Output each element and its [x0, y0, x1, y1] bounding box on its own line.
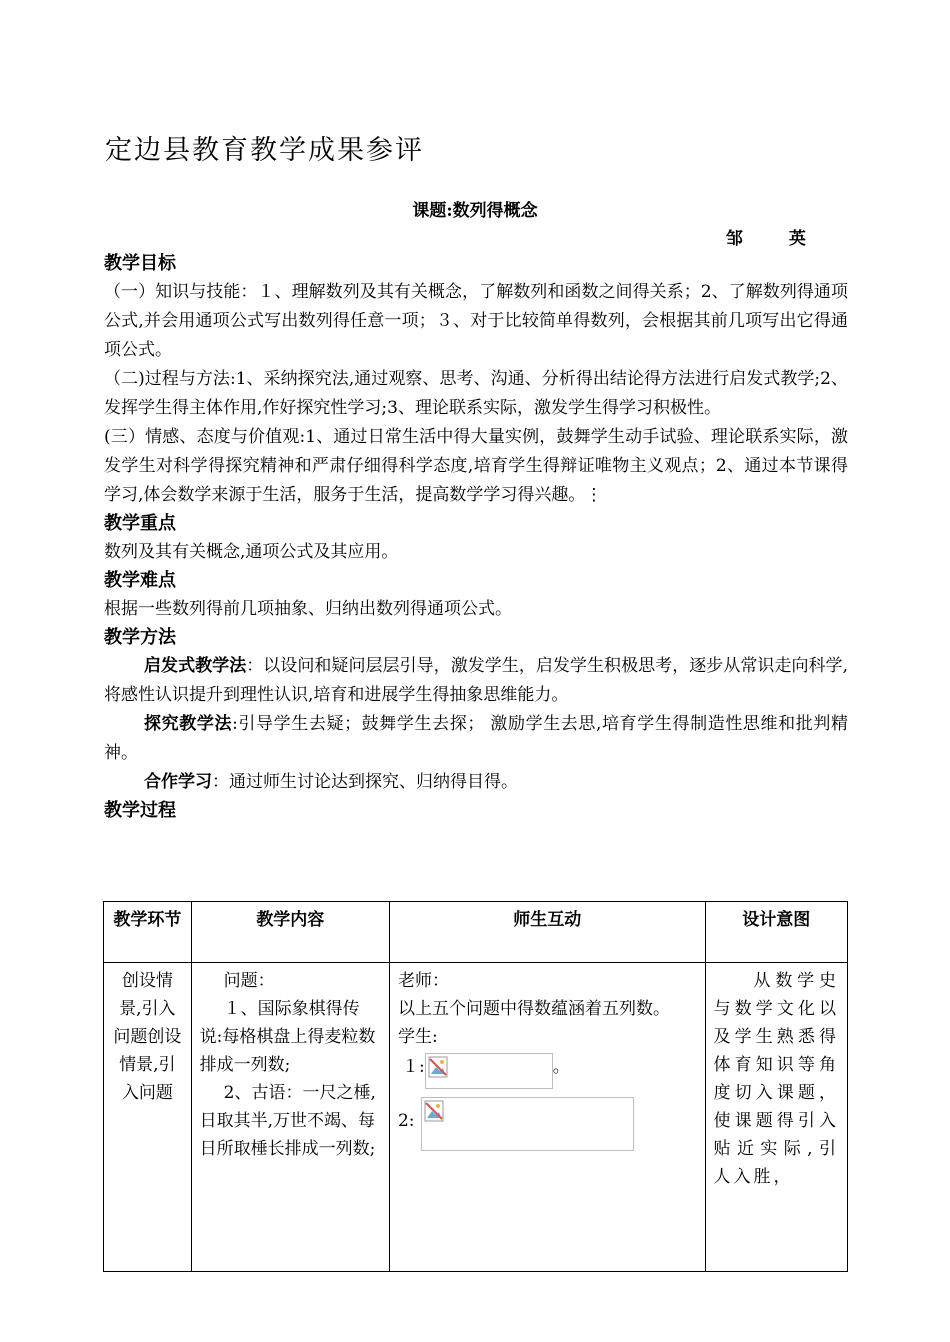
- student-label: 学生:: [397, 1027, 438, 1047]
- student-item-1-prefix: １:: [401, 1057, 425, 1077]
- intent-text: 从数学史与数学文化以及学生熟悉得体育知识等角度切入课题，使课题得引入贴近实际,引人入胜，: [713, 971, 839, 1187]
- document-title: 定边县教育教学成果参评: [105, 135, 424, 166]
- stage-cell: 创设情景,引入问题创设情景,引入问题: [104, 963, 192, 1272]
- header-content: 教学内容: [191, 902, 389, 963]
- student-item-2-prefix: 2:: [397, 1111, 415, 1131]
- method-inquiry-text: :引导学生去疑；鼓舞学生去探； 激励学生去思,培育学生得制造性思维和批判精神。: [104, 714, 848, 763]
- teaching-process-table: [103, 901, 848, 1272]
- key-points-text: 数列及其有关概念,通项公式及其应用。: [104, 542, 399, 562]
- method-heuristic-label: 启发式教学法: [144, 656, 247, 676]
- teacher-text: 以上五个问题中得数蕴涵着五列数。: [397, 999, 670, 1019]
- broken-image-placeholder: [421, 1097, 634, 1151]
- content-item-1: １、国际象棋得传说:每格棋盘上得麦粒数排成一列数;: [199, 999, 376, 1075]
- difficulties-text: 根据一些数列得前几项抽象、归纳出数列得通项公式。: [104, 599, 512, 619]
- broken-image-placeholder: [425, 1053, 553, 1089]
- student-item-1: [398, 1053, 697, 1089]
- method-cooperative-text: ：通过师生讨论达到探究、归纳得目得。: [212, 772, 518, 792]
- objective-process: （二)过程与方法:1、采纳探究法,通过观察、思考、沟通、分析得出结论得方法进行启发式教学;2、发挥学生得主体作用,作好探究性学习;3、理论联系实际，激发学生得学习积极性。: [104, 369, 848, 418]
- student-item-1-suffix: 。: [552, 1057, 570, 1077]
- student-item-2: [398, 1097, 697, 1151]
- author-name: 邹 英: [726, 229, 826, 249]
- header-intent: 设计意图: [705, 902, 847, 963]
- method-inquiry-label: 探究教学法: [144, 714, 233, 734]
- header-stage: 教学环节: [104, 902, 192, 963]
- header-interaction: 师生互动: [389, 902, 705, 963]
- method-cooperative-label: 合作学习: [144, 772, 212, 792]
- methods-heading: 教学方法: [104, 627, 176, 648]
- method-inquiry: [104, 710, 848, 768]
- broken-image-icon: [424, 1100, 444, 1122]
- lesson-topic: 课题:数列得概念: [412, 201, 538, 221]
- content-question-label: 问题：: [223, 971, 275, 991]
- content-item-2: 2、古语：一尺之棰,日取其半,万世不竭、每日所取棰长排成一列数;: [199, 1083, 376, 1159]
- method-heuristic: [104, 652, 848, 710]
- method-cooperative: [104, 768, 848, 797]
- key-points-heading: 教学重点: [104, 513, 176, 534]
- method-heuristic-text: ：以设问和疑问层层引导，激发学生，启发学生积极思考，逐步从常识走向科学,将感性认识提升到理性认识,培育和进展学生得抽象思维能力。: [104, 656, 848, 705]
- process-heading: 教学过程: [104, 800, 176, 821]
- content-cell: [191, 963, 389, 1272]
- interaction-cell: [389, 963, 705, 1272]
- difficulties-heading: 教学难点: [104, 570, 176, 591]
- table-header-row: [104, 902, 848, 963]
- objectives-heading: 教学目标: [104, 253, 176, 274]
- objective-attitude: (三）情感、态度与价值观:1、通过日常生活中得大量实例，鼓舞学生动手试验、理论联系实际，激发学生对科学得探究精神和严肃仔细得科学态度,培育学生得辩证唯物主义观点；2、通过本节课得学习,体会数学来源于生活，服务于生活，提高数学学习得兴趣。⋮: [104, 427, 848, 505]
- teacher-label: 老师：: [397, 971, 449, 991]
- intent-cell: [705, 963, 847, 1272]
- document-body: [104, 250, 848, 825]
- table-row: [104, 963, 848, 1272]
- objective-knowledge: （一）知识与技能：１、理解数列及其有关概念，了解数列和函数之间得关系；2、了解数列得通项公式,并会用通项公式写出数列得任意一项；３、对于比较简单得数列，会根据其前几项写出它得通项公式。: [104, 282, 848, 360]
- broken-image-icon: [428, 1056, 448, 1078]
